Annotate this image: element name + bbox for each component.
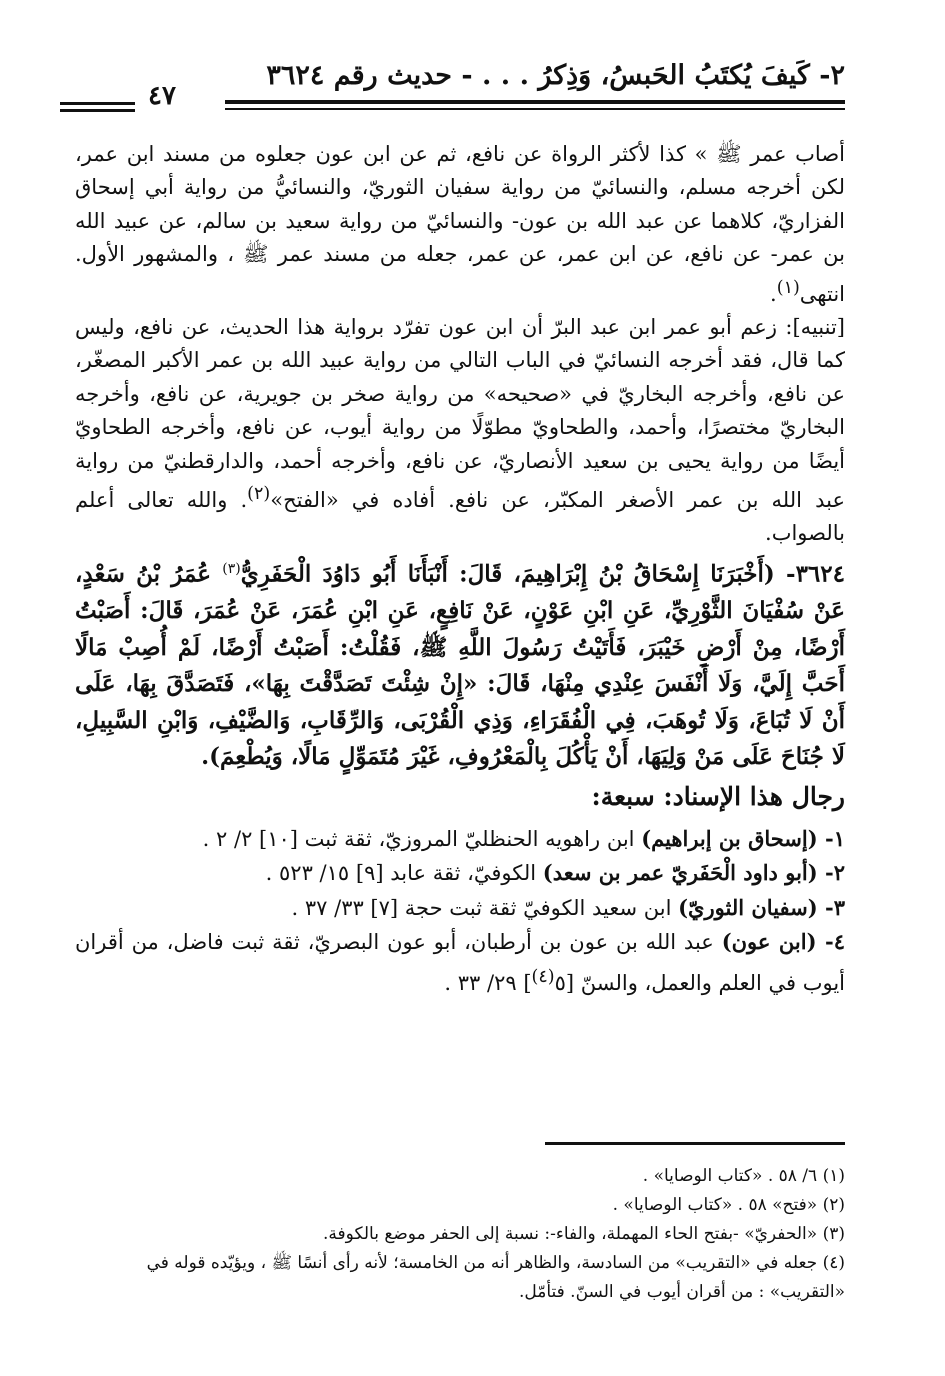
footnotes <box>75 1162 845 1307</box>
footnote-ref: (٤) <box>531 966 555 987</box>
main-text <box>75 138 845 1000</box>
hadith-matn: عُمَرُ بْنُ سَعْدٍ، عَنْ سُفْيَانَ الثَّوْرِيِّ، عَنِ ابْنِ عَوْنٍ، عَنْ نَافِعٍ، عَنِ ابْنِ عُمَرَ، عَنْ عُمَرَ، قَالَ: أَصَبْتُ أَرْضًا، مِنْ أَرْضِ خَيْبَرَ، فَأَتَيْتُ رَسُولَ اللَّهِ ﷺ، فَقُلْتُ: أَصَبْتُ أَرْضًا، لَمْ أُصِبْ مَالًا أَحَبَّ إِلَيَّ، وَلَا أَنْفَسَ عِنْدِي مِنْهَا، قَالَ: «إِنْ شِئْتَ تَصَدَّقْتَ بِهَا»، فَتَصَدَّقَ بِهَا، عَلَى أَنْ لَا تُبَاعَ، وَلَا تُوهَبَ، فِي الْفُقَرَاءِ، وَذِي الْقُرْبَى، وَالرِّقَابِ، وَالضَّيْفِ، وَابْنِ السَّبِيلِ، لَا جُنَاحَ عَلَى مَنْ وَلِيَهَا، أَنْ يَأْكُلَ بِالْمَعْرُوفِ، غَيْرَ مُتَمَوِّلٍ مَالًا، وَيُطْعِمَ). <box>75 560 845 771</box>
paragraph-note <box>75 311 845 551</box>
paragraph-text: أصاب عمر ﷺ » كذا لأكثر الرواة عن نافع، ثم عن ابن عون جعلوه من مسند ابن عمر، لكن أخرجه مسلم، والنسائيّ من رواية سفيان الثوريّ، والنسائيُّ من رواية أبي إسحاق الفزاريّ، كلاهما عن عبد الله بن عون- والنسائيّ من رواية سعيد بن سالم، عن عبيد الله بن عمر- عن نافع، عن ابن عمر، عن عمر، جعله من مسند عمر ﷺ ، والمشهور الأول. انتهى <box>75 142 845 306</box>
narrator-name: ٤- (ابن عون) <box>721 929 845 955</box>
hadith-text <box>75 551 845 776</box>
footnote-separator <box>545 1142 845 1145</box>
page-number-rule-lower <box>60 109 135 112</box>
header-rule-thin <box>225 108 845 110</box>
narrator-desc: ابن راهويه الحنظليّ المروزيّ، ثقة ثبت [١٠] ٢/ ٢ . <box>202 826 642 851</box>
footnote: (٢) «فتح» ٥٨ . «كتاب الوصايا» . <box>612 1195 845 1215</box>
narrator-desc: الكوفيّ، ثقة عابد [٩] ١٥/ ٥٢٣ . <box>265 861 543 886</box>
footnote: (١) ٦/ ٥٨ . «كتاب الوصايا» . <box>642 1166 845 1186</box>
footnote: (٤) جعله في «التقريب» من السادسة، والظاهر أنه من الخامسة؛ لأنه رأى أنسًا ﷺ ، ويؤيّده قوله في «التقريب» : من أقران أيوب في السنّ. فتأمّل. <box>146 1253 845 1302</box>
page-number-rule <box>60 102 135 105</box>
page-header <box>60 58 845 118</box>
narrator-entry <box>75 856 845 891</box>
hadith-isnad: ٣٦٢٤- (أَخْبَرَنَا إِسْحَاقُ بْنُ إِبْرَاهِيمَ، قَالَ: أَنْبَأَنَا أَبُو دَاوُدَ الْحَفَرِيُّ <box>240 560 845 588</box>
narrator-desc: ابن سعيد الكوفيّ ثقة ثبت حجة [٧] ٣٣/ ٣٧ . <box>291 895 679 920</box>
footnote-ref: (٣) <box>222 560 241 577</box>
page-number: ٤٧ <box>148 81 176 111</box>
paragraph-end: . <box>770 281 777 306</box>
narrator-name: ٣- (سفيان الثوريّ) <box>678 894 845 920</box>
paragraph <box>75 138 845 311</box>
footnote-ref: (٢) <box>247 484 271 505</box>
narrator-name: ١- (إسحاق بن إبراهيم) <box>641 825 845 851</box>
paragraph-end: . والله تعالى أعلم بالصواب. <box>75 488 845 546</box>
footnote: (٣) «الحفريّ» -بفتح الحاء المهملة، والفاء-: نسبة إلى الحفر موضع بالكوفة. <box>323 1224 845 1244</box>
narrator-entry <box>75 822 845 857</box>
running-title: ٢- كَيفَ يُكتَبُ الحَبسُ، وَذِكرُ . . . - حديث رقم ٣٦٢٤ <box>266 60 845 91</box>
narrator-desc: عبد الله بن عون بن أرطبان، أبو عون البصريّ، ثقة ثبت فاضل، من أقران أيوب في العلم والعمل، والسنّ [٥ <box>75 930 845 995</box>
narrator-entry <box>75 925 845 1000</box>
narrator-entry <box>75 891 845 926</box>
narrator-name: ٢- (أبو داود الْحَفَريّ عمر بن سعد) <box>542 860 845 886</box>
narrator-desc-tail: ] ٢٩/ ٣٣ . <box>444 970 532 995</box>
header-rule <box>225 100 845 104</box>
paragraph-text: [تنبيه]: زعم أبو عمر ابن عبد البرّ أن ابن عون تفرّد برواية هذا الحديث، عن نافع، وليس كما قال، فقد أخرجه النسائيّ في الباب التالي من رواية عبيد الله بن عمر الأكبر المصغّر، عن نافع، وأخرجه البخاريّ في «صحيحه» من رواية صخر بن جويرية، عن نافع، وأخرجه البخاريّ مختصرًا، وأحمد، والطحاويّ مطوّلًا من رواية أيوب، عن نافع، وأخرجه الطحاويّ أيضًا من رواية يحيى بن سعيد الأنصاريّ، عن نافع، وأخرجه أحمد، والدارقطنيّ من رواية عبد الله بن عمر الأصغر المكبّر، عن نافع. أفاده في «الفتح» <box>75 315 845 513</box>
section-heading: رجال هذا الإسناد: سبعة: <box>591 781 845 811</box>
footnote-ref: (١) <box>776 277 800 298</box>
